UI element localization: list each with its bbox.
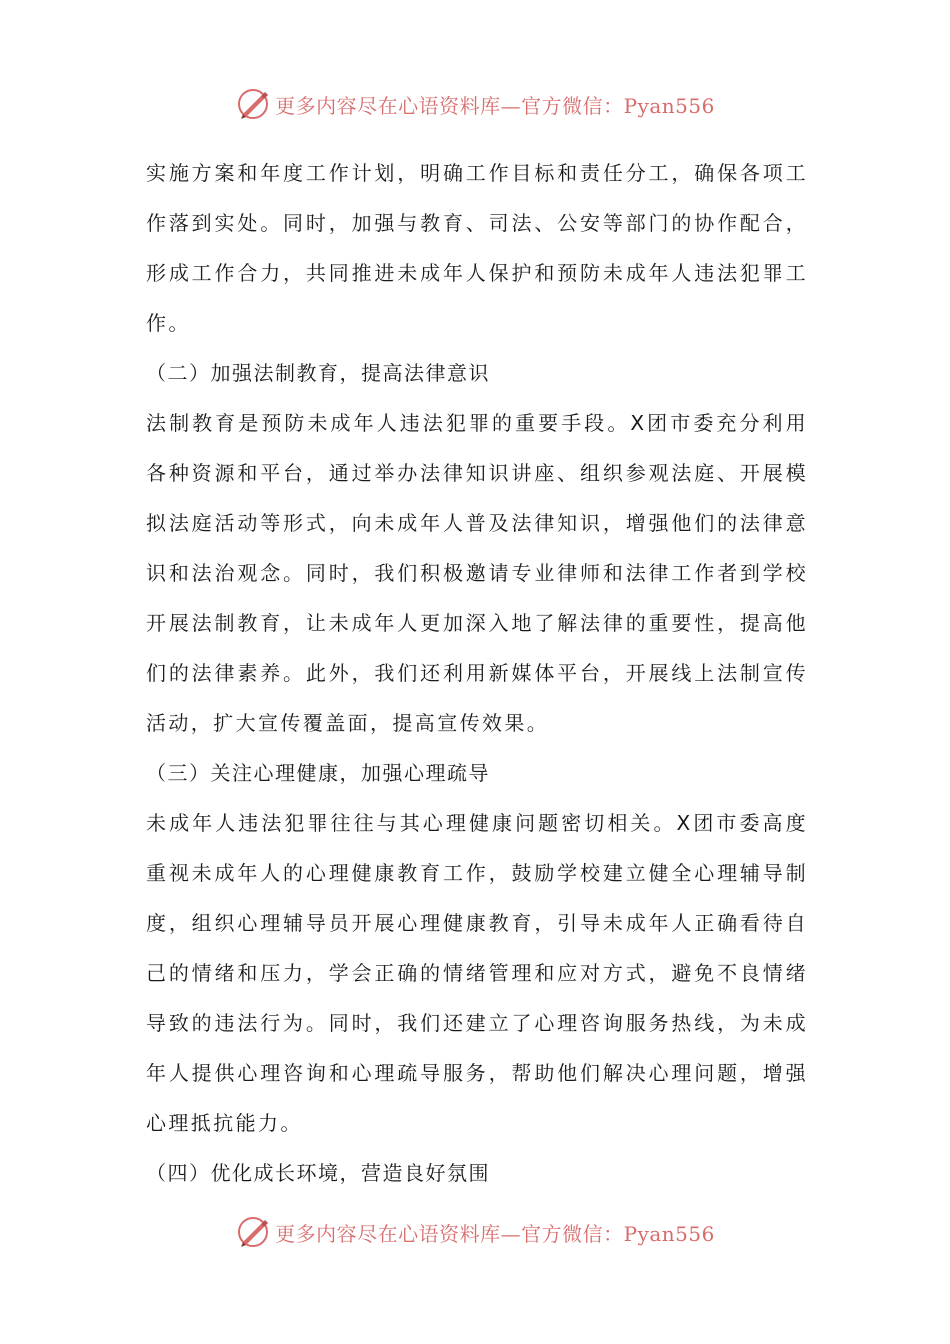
- watermark-text: 更多内容尽在心语资料库—官方微信：Pyan556: [275, 1221, 715, 1246]
- watermark-banner-top: [0, 82, 950, 126]
- document-body: [146, 148, 808, 1198]
- paragraph-continued: 实施方案和年度工作计划，明确工作目标和责任分工，确保各项工作落到实处。同时，加强与教育、司法、公安等部门的协作配合，形成工作合力，共同推进未成年人保护和预防未成年人违法犯罪工作。: [146, 161, 808, 335]
- pen-logo-icon: [235, 1214, 271, 1250]
- section-heading-2: （二）加强法制教育，提高法律意识: [146, 361, 490, 385]
- section-heading-4: （四）优化成长环境，营造良好氛围: [146, 1161, 490, 1185]
- paragraph-3: 未成年人违法犯罪往往与其心理健康问题密切相关。X团市委高度重视未成年人的心理健康教育工作，鼓励学校建立健全心理辅导制度，组织心理辅导员开展心理健康教育，引导未成年人正确看待自己的情绪和压力，学会正确的情绪管理和应对方式，避免不良情绪导致的违法行为。同时，我们还建立了心理咨询服务热线，为未成年人提供心理咨询和心理疏导服务，帮助他们解决心理问题，增强心理抵抗能力。: [146, 811, 808, 1135]
- paragraph-2: 法制教育是预防未成年人违法犯罪的重要手段。X团市委充分利用各种资源和平台，通过举办法律知识讲座、组织参观法庭、开展模拟法庭活动等形式，向未成年人普及法律知识，增强他们的法律意识和法治观念。同时，我们积极邀请专业律师和法律工作者到学校开展法制教育，让未成年人更加深入地了解法律的重要性，提高他们的法律素养。此外，我们还利用新媒体平台，开展线上法制宣传活动，扩大宣传覆盖面，提高宣传效果。: [146, 411, 808, 735]
- pen-logo-icon: [235, 86, 271, 122]
- watermark-text: 更多内容尽在心语资料库—官方微信：Pyan556: [275, 93, 715, 118]
- section-heading-3: （三）关注心理健康，加强心理疏导: [146, 761, 490, 785]
- watermark-banner-bottom: [0, 1210, 950, 1254]
